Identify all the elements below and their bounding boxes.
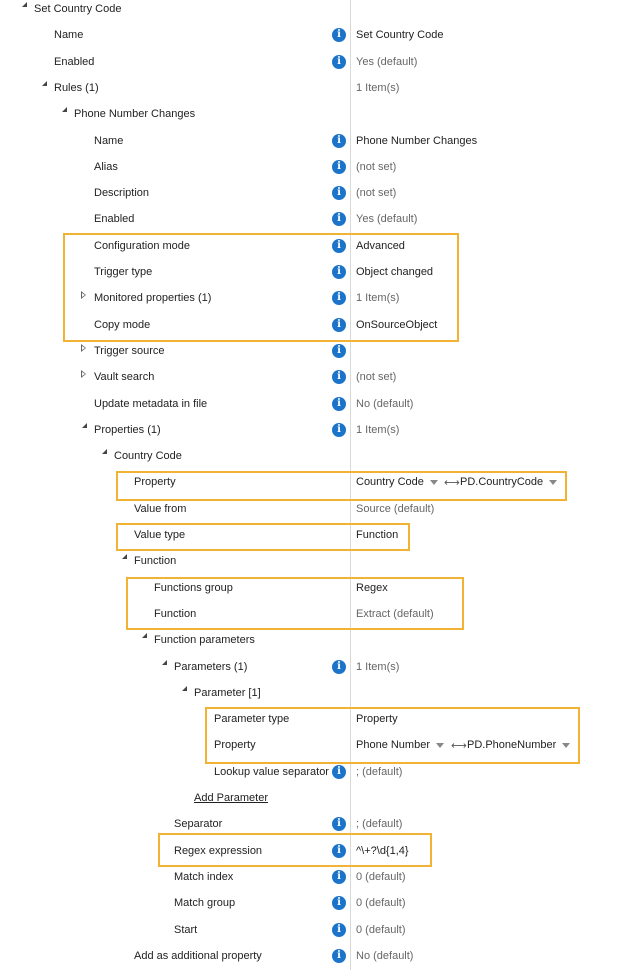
property-label: Rules (1) xyxy=(54,81,99,94)
property-label: Trigger type xyxy=(94,266,153,278)
dropdown-caret-icon[interactable] xyxy=(436,743,444,748)
property-row-update-metadata-in-file[interactable] xyxy=(0,392,636,418)
info-icon[interactable]: i xyxy=(332,28,346,42)
link-icon: ⟷ xyxy=(444,477,460,490)
property-label: Properties (1) xyxy=(94,423,161,436)
info-icon[interactable]: i xyxy=(332,896,346,910)
property-value[interactable]: Object changed xyxy=(356,266,434,278)
property-row-function[interactable] xyxy=(0,602,636,628)
property-value[interactable]: 1 Item(s) xyxy=(356,81,400,94)
property-label: Function xyxy=(134,555,177,568)
property-select[interactable] xyxy=(356,476,438,488)
property-value[interactable]: Function xyxy=(356,529,399,541)
info-icon[interactable]: i xyxy=(332,134,346,148)
link-icon: ⟷ xyxy=(451,740,467,753)
property-value[interactable]: Extract (default) xyxy=(356,607,434,620)
info-icon[interactable]: i xyxy=(332,844,346,858)
info-icon[interactable]: i xyxy=(332,344,346,358)
property-value[interactable]: Advanced xyxy=(356,239,405,252)
property-value[interactable]: (not set) xyxy=(356,160,397,173)
property-row-functions-group[interactable] xyxy=(0,576,636,602)
property-value[interactable]: Regex xyxy=(356,581,388,594)
property-label: Monitored properties (1) xyxy=(94,292,212,305)
property-row-value-type[interactable] xyxy=(0,523,636,549)
property-row-trigger-source[interactable] xyxy=(0,339,636,365)
property-label: Enabled xyxy=(54,55,95,68)
property-label: Phone Number Changes xyxy=(74,108,196,121)
property-value[interactable]: ; (default) xyxy=(356,765,403,778)
property-row-add-parameter[interactable] xyxy=(0,786,636,812)
property-label: Functions group xyxy=(154,581,233,594)
property-row-function[interactable] xyxy=(0,549,636,575)
property-label: Enabled xyxy=(94,213,135,226)
property-row-alias[interactable] xyxy=(0,155,636,181)
property-label: Trigger source xyxy=(94,344,165,357)
property-row-separator[interactable] xyxy=(0,812,636,838)
info-icon[interactable]: i xyxy=(332,817,346,831)
property-row-properties-1[interactable] xyxy=(0,418,636,444)
property-label: Vault search xyxy=(94,371,155,384)
property-row-rules-1[interactable] xyxy=(0,76,636,102)
property-label: Property xyxy=(214,739,256,752)
info-icon[interactable]: i xyxy=(332,397,346,411)
property-value[interactable]: OnSourceObject xyxy=(356,318,438,331)
property-row-phone-number-changes[interactable] xyxy=(0,102,636,128)
property-value[interactable]: Source (default) xyxy=(356,502,435,515)
info-icon[interactable]: i xyxy=(332,265,346,279)
info-icon[interactable]: i xyxy=(332,239,346,253)
property-value[interactable]: No (default) xyxy=(356,397,414,410)
property-label: Alias xyxy=(94,160,118,173)
property-value[interactable]: 1 Item(s) xyxy=(356,292,400,305)
info-icon[interactable]: i xyxy=(332,160,346,174)
add-parameter-link[interactable]: Add Parameter xyxy=(194,792,268,804)
info-icon[interactable]: i xyxy=(332,291,346,305)
property-value[interactable]: 1 Item(s) xyxy=(356,423,400,436)
property-row-enabled[interactable] xyxy=(0,50,636,76)
property-label: Match index xyxy=(174,870,234,883)
property-alias-select[interactable] xyxy=(460,476,557,488)
property-label: Lookup value separator xyxy=(214,765,329,778)
property-alias-select[interactable] xyxy=(467,739,570,751)
property-select-value: Phone Number xyxy=(356,739,430,752)
property-label: Copy mode xyxy=(94,318,151,331)
property-label: Add as additional property xyxy=(134,949,262,962)
property-label: Start xyxy=(174,923,198,936)
info-icon[interactable]: i xyxy=(332,949,346,963)
property-label: Name xyxy=(54,29,84,42)
property-row-property[interactable] xyxy=(0,470,636,496)
property-label: Parameter type xyxy=(214,713,290,726)
property-label: Country Code xyxy=(114,450,182,463)
property-value[interactable]: ^\+?\d{1,4} xyxy=(356,844,409,857)
property-label: Regex expression xyxy=(174,844,263,857)
property-value[interactable]: (not set) xyxy=(356,187,397,200)
dropdown-caret-icon[interactable] xyxy=(549,480,557,485)
property-value[interactable]: 0 (default) xyxy=(356,923,406,936)
property-value[interactable]: Property xyxy=(356,713,398,726)
info-icon[interactable]: i xyxy=(332,212,346,226)
property-value[interactable]: 1 Item(s) xyxy=(356,660,400,673)
property-row-vault-search[interactable] xyxy=(0,365,636,391)
property-select-value: Country Code xyxy=(356,476,424,489)
property-label: Match group xyxy=(174,897,236,910)
property-label: Parameter [1] xyxy=(194,686,261,699)
property-row-add-as-additional-property[interactable] xyxy=(0,944,636,970)
property-row-match-group[interactable] xyxy=(0,891,636,917)
property-value[interactable]: 0 (default) xyxy=(356,897,406,910)
property-row-name[interactable] xyxy=(0,129,636,155)
property-value[interactable]: Set Country Code xyxy=(356,29,444,42)
property-row-configuration-mode[interactable] xyxy=(0,234,636,260)
property-label: Value type xyxy=(134,529,186,541)
property-value[interactable]: 0 (default) xyxy=(356,870,406,883)
property-label: Update metadata in file xyxy=(94,397,208,410)
property-row-regex-expression[interactable] xyxy=(0,839,636,865)
property-value[interactable]: Phone Number Changes xyxy=(356,134,478,147)
property-row-trigger-type[interactable] xyxy=(0,260,636,286)
property-label: Set Country Code xyxy=(34,3,122,15)
property-row-country-code[interactable] xyxy=(0,444,636,470)
property-value[interactable]: ; (default) xyxy=(356,818,403,831)
property-value[interactable]: Yes (default) xyxy=(356,213,418,226)
info-icon[interactable]: i xyxy=(332,660,346,674)
property-row-name[interactable] xyxy=(0,23,636,49)
info-icon[interactable]: i xyxy=(332,186,346,200)
property-label: Configuration mode xyxy=(94,239,191,252)
info-icon[interactable]: i xyxy=(332,765,346,779)
dropdown-caret-icon[interactable] xyxy=(562,743,570,748)
property-label: Parameters (1) xyxy=(174,660,248,673)
property-value[interactable]: No (default) xyxy=(356,949,414,962)
info-icon[interactable]: i xyxy=(332,923,346,937)
info-icon[interactable]: i xyxy=(332,423,346,437)
dropdown-caret-icon[interactable] xyxy=(430,480,438,485)
property-label: Separator xyxy=(174,818,223,831)
property-row-match-index[interactable] xyxy=(0,865,636,891)
property-alias-value: PD.CountryCode xyxy=(460,476,544,489)
property-select[interactable] xyxy=(356,739,444,751)
property-row-description[interactable] xyxy=(0,181,636,207)
property-row-set-country-code[interactable] xyxy=(0,0,636,23)
info-icon[interactable]: i xyxy=(332,370,346,384)
property-row-enabled[interactable] xyxy=(0,207,636,233)
property-label: Property xyxy=(134,476,176,489)
property-label: Description xyxy=(94,187,150,200)
property-row-function-parameters[interactable] xyxy=(0,628,636,654)
property-label: Function parameters xyxy=(154,634,255,647)
property-value[interactable]: Yes (default) xyxy=(356,55,418,68)
info-icon[interactable]: i xyxy=(332,870,346,884)
property-row-parameters-1[interactable] xyxy=(0,655,636,681)
property-row-value-from[interactable] xyxy=(0,497,636,523)
property-row-property[interactable] xyxy=(0,733,636,759)
info-icon[interactable]: i xyxy=(332,318,346,332)
property-row-lookup-value-separator[interactable] xyxy=(0,760,636,786)
property-row-copy-mode[interactable] xyxy=(0,313,636,339)
property-alias-value: PD.PhoneNumber xyxy=(467,739,557,752)
property-row-parameter-1[interactable] xyxy=(0,681,636,707)
property-row-monitored-properties-1[interactable] xyxy=(0,286,636,312)
info-icon[interactable]: i xyxy=(332,55,346,69)
property-label: Function xyxy=(154,607,197,620)
property-row-start[interactable] xyxy=(0,918,636,944)
property-row-parameter-type[interactable] xyxy=(0,707,636,733)
property-label: Value from xyxy=(134,502,187,515)
property-label: Name xyxy=(94,134,124,147)
property-value[interactable]: (not set) xyxy=(356,371,397,384)
